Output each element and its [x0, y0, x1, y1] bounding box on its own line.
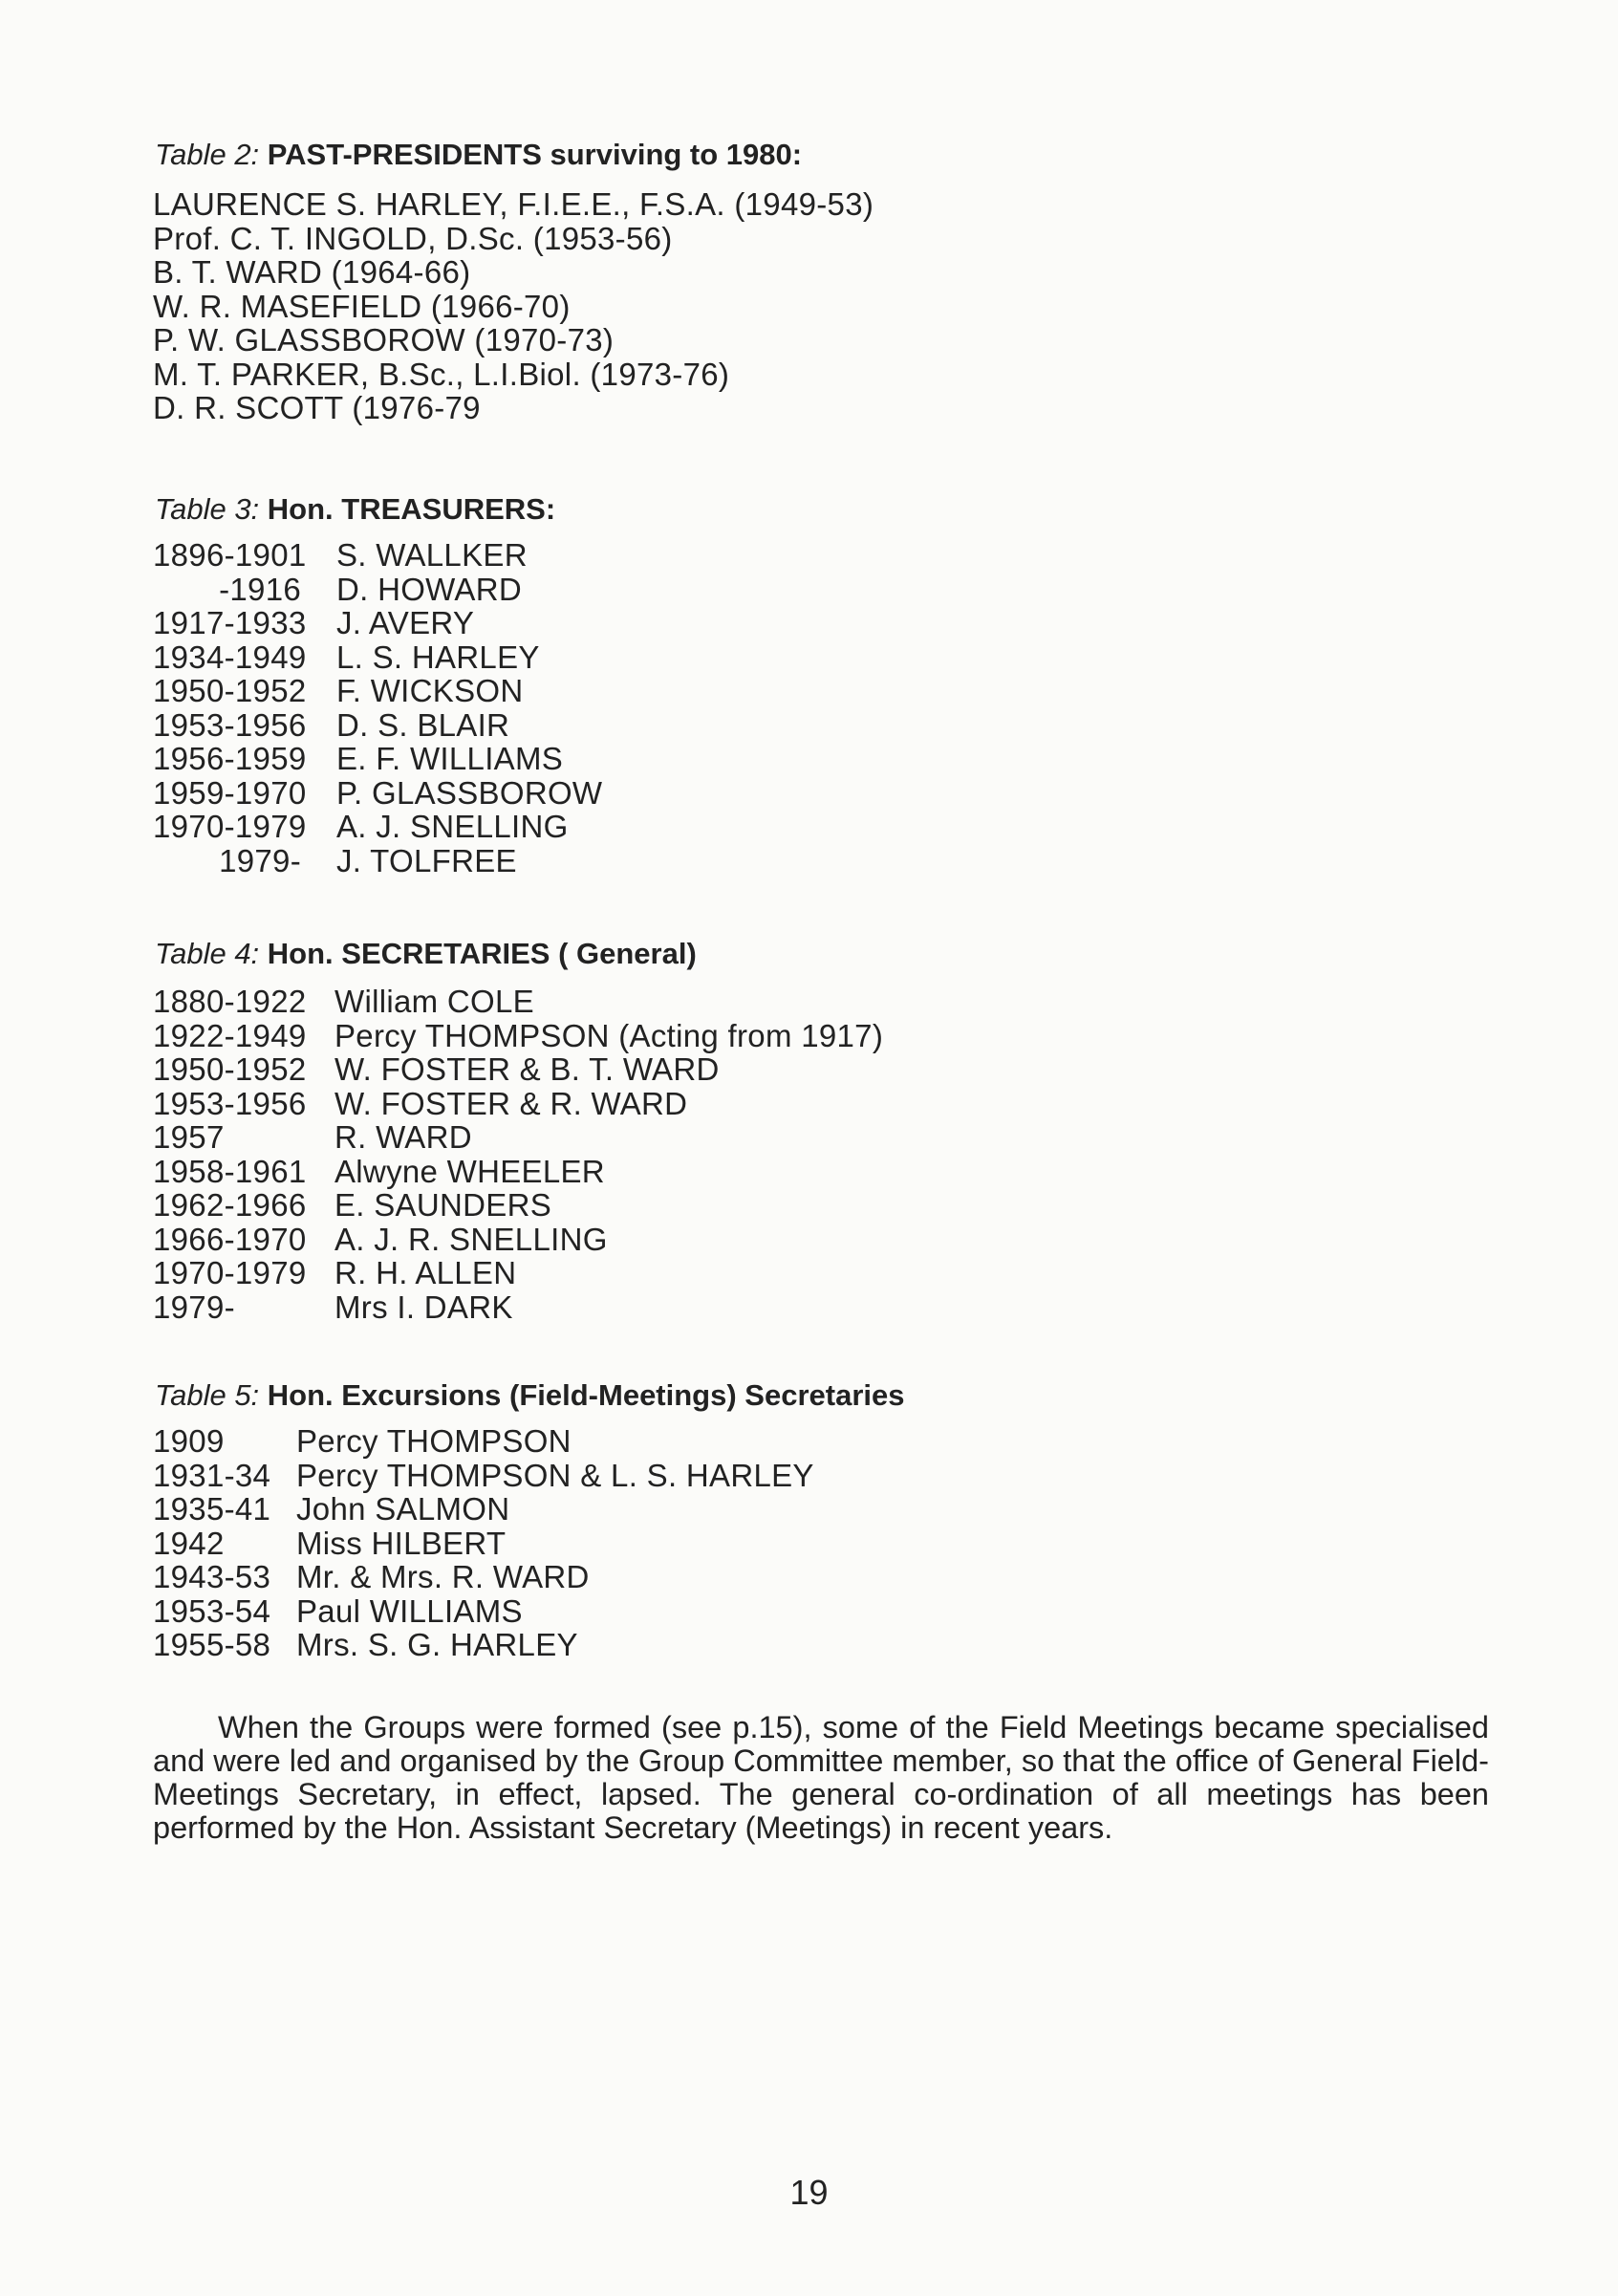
table-row: 1956-1959 E. F. WILLIAMS: [153, 741, 564, 776]
table-row: 1959-1970 P. GLASSBOROW: [153, 774, 603, 811]
table3-title: Hon. TREASURERS:: [267, 492, 556, 526]
table-row: 1955-58 Mrs. S. G. HARLEY: [153, 1627, 578, 1662]
table4-label: Table 4:: [155, 937, 260, 970]
table-row: 1934-1949 L. S. HARLEY: [153, 639, 540, 675]
table2-heading: [155, 138, 802, 172]
table-row: 1942 Miss HILBERT: [153, 1525, 507, 1561]
table5-list: [153, 1424, 814, 1662]
page-number: 19: [789, 2173, 829, 2212]
table-row: -1916 D. HOWARD: [219, 571, 522, 607]
list-item: P. W. GLASSBOROW (1970-73): [153, 322, 615, 357]
table-row: 1979- Mrs I. DARK: [153, 1289, 513, 1325]
table-row: 1953-1956 W. FOSTER & R. WARD: [153, 1085, 688, 1121]
table3-heading: [155, 492, 555, 527]
list-item: B. T. WARD (1964-66): [153, 254, 471, 290]
table2-title: PAST-PRESIDENTS surviving to 1980:: [267, 138, 803, 171]
table5-heading: [155, 1378, 904, 1413]
list-item: LAURENCE S. HARLEY, F.I.E.E., F.S.A. (1949-53): [153, 186, 874, 222]
table-row: 1880-1922 William COLE: [153, 984, 534, 1019]
table-row: 1909 Percy THOMPSON: [153, 1423, 572, 1459]
table2-list: [153, 187, 874, 425]
body-paragraph: When the Groups were formed (see p.15), some of the Field Meetings became specialised and were led and organised by the Group Committee member, so that the office of General Field-Meetings Secretary, in effect, lapsed. The general co-ordination of all meetings has been performed by the Hon. Assistant Secretary (Meetings) in recent years.: [153, 1710, 1489, 1845]
table-row: 1979- J. TOLFREE: [219, 842, 517, 878]
table-row: 1917-1933 J. AVERY: [153, 605, 475, 640]
table-row: 1943-53 Mr. & Mrs. R. WARD: [153, 1559, 590, 1594]
table-row: 1966-1970 A. J. R. SNELLING: [153, 1221, 608, 1257]
table-row: 1957 R. WARD: [153, 1119, 472, 1155]
table-row: 1922-1949 Percy THOMPSON (Acting from 1917): [153, 1017, 884, 1053]
list-item: Prof. C. T. INGOLD, D.Sc. (1953-56): [153, 220, 673, 256]
table-row: 1950-1952 F. WICKSON: [153, 673, 524, 708]
list-item: W. R. MASEFIELD (1966-70): [153, 288, 571, 324]
table3-label: Table 3:: [155, 492, 260, 526]
table2-label: Table 2:: [155, 138, 260, 171]
table-row: 1931-34 Percy THOMPSON & L. S. HARLEY: [153, 1457, 814, 1493]
table-row: 1953-1956 D. S. BLAIR: [153, 706, 510, 743]
table-row: 1953-54 Paul WILLIAMS: [153, 1592, 523, 1629]
table4-list: [153, 985, 883, 1324]
table-row: 1962-1966 E. SAUNDERS: [153, 1187, 552, 1223]
table-row: 1896-1901 S. WALLKER: [153, 537, 528, 573]
table-row: 1958-1961 Alwyne WHEELER: [153, 1153, 605, 1189]
table5-title: Hon. Excursions (Field-Meetings) Secretaries: [267, 1378, 905, 1412]
table4-heading: [155, 937, 697, 971]
table-row: 1935-41 John SALMON: [153, 1491, 510, 1527]
table4-title: Hon. SECRETARIES ( General): [267, 937, 697, 970]
table-row: 1970-1979 R. H. ALLEN: [153, 1255, 517, 1290]
table3-list: [153, 538, 602, 877]
list-item: D. R. SCOTT (1976-79: [153, 390, 481, 425]
list-item: M. T. PARKER, B.Sc., L.I.Biol. (1973-76): [153, 356, 730, 392]
table5-label: Table 5:: [155, 1378, 260, 1412]
table-row: 1950-1952 W. FOSTER & B. T. WARD: [153, 1051, 720, 1087]
table-row: 1970-1979 A. J. SNELLING: [153, 809, 569, 844]
